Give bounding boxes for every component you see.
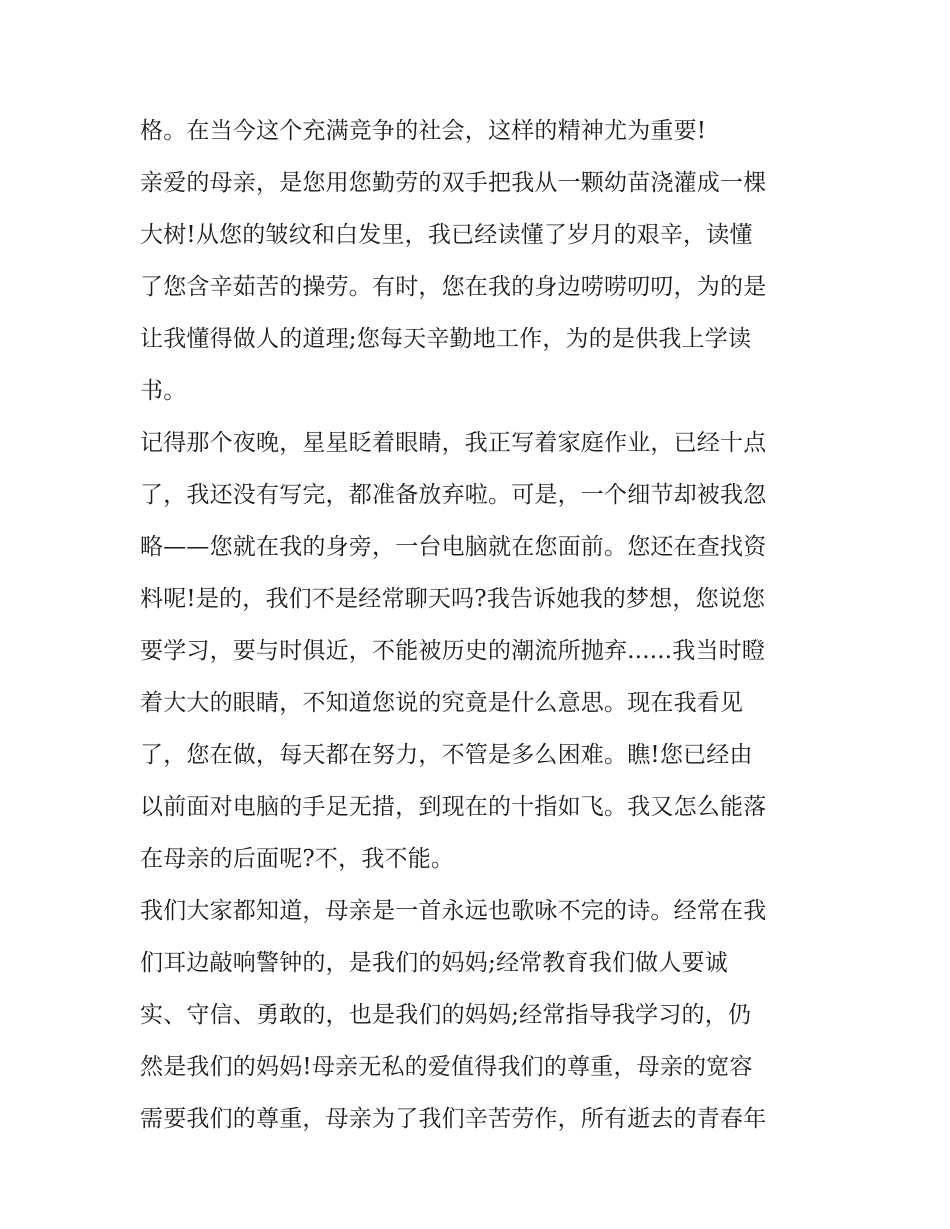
text-line: 格。在当今这个充满竞争的社会，这样的精神尤为重要!	[140, 118, 707, 144]
text-line: 我们大家都知道，母亲是一首永远也歌咏不完的诗。经常在我	[140, 898, 767, 924]
document-body	[140, 105, 820, 1145]
text-line: 然是我们的妈妈!母亲无私的爱值得我们的尊重，母亲的宽容	[140, 1054, 753, 1080]
text-line: 让我懂得做人的道理;您每天辛勤地工作，为的是供我上学读	[140, 326, 752, 352]
text-line: 着大大的眼睛，不知道您说的究竟是什么意思。现在我看见	[140, 690, 744, 716]
text-line: 们耳边敲响警钟的，是我们的妈妈;经常教育我们做人要诚	[140, 950, 728, 976]
text-line: 要学习，要与时俱近，不能被历史的潮流所抛弃......我当时瞪	[140, 638, 766, 664]
text-line: 记得那个夜晚，星星眨着眼睛，我正写着家庭作业，已经十点	[140, 430, 767, 456]
text-line: 料呢!是的，我们不是经常聊天吗?我告诉她我的梦想，您说您	[140, 586, 766, 612]
text-line: 需要我们的尊重，母亲为了我们辛苦劳作，所有逝去的青春年	[140, 1106, 767, 1132]
text-line: 以前面对电脑的手足无措，到现在的十指如飞。我又怎么能落	[140, 794, 767, 820]
text-line: 书。	[140, 378, 187, 404]
text-line: 了您含辛茹苦的操劳。有时，您在我的身边唠唠叨叨，为的是	[140, 274, 767, 300]
text-line: 略——您就在我的身旁，一台电脑就在您面前。您还在查找资	[140, 534, 767, 560]
text-line: 实、守信、勇敢的，也是我们的妈妈;经常指导我学习的，仍	[140, 1002, 752, 1028]
text-line: 在母亲的后面呢?不，我不能。	[140, 846, 455, 872]
text-line: 了，我还没有写完，都准备放弃啦。可是，一个细节却被我忽	[140, 482, 767, 508]
text-line: 大树!从您的皱纹和白发里，我已经读懂了岁月的艰辛，读懂	[140, 222, 753, 248]
text-line: 亲爱的母亲，是您用您勤劳的双手把我从一颗幼苗浇灌成一棵	[140, 170, 767, 196]
text-line: 了，您在做，每天都在努力，不管是多么困难。瞧!您已经由	[140, 742, 753, 768]
